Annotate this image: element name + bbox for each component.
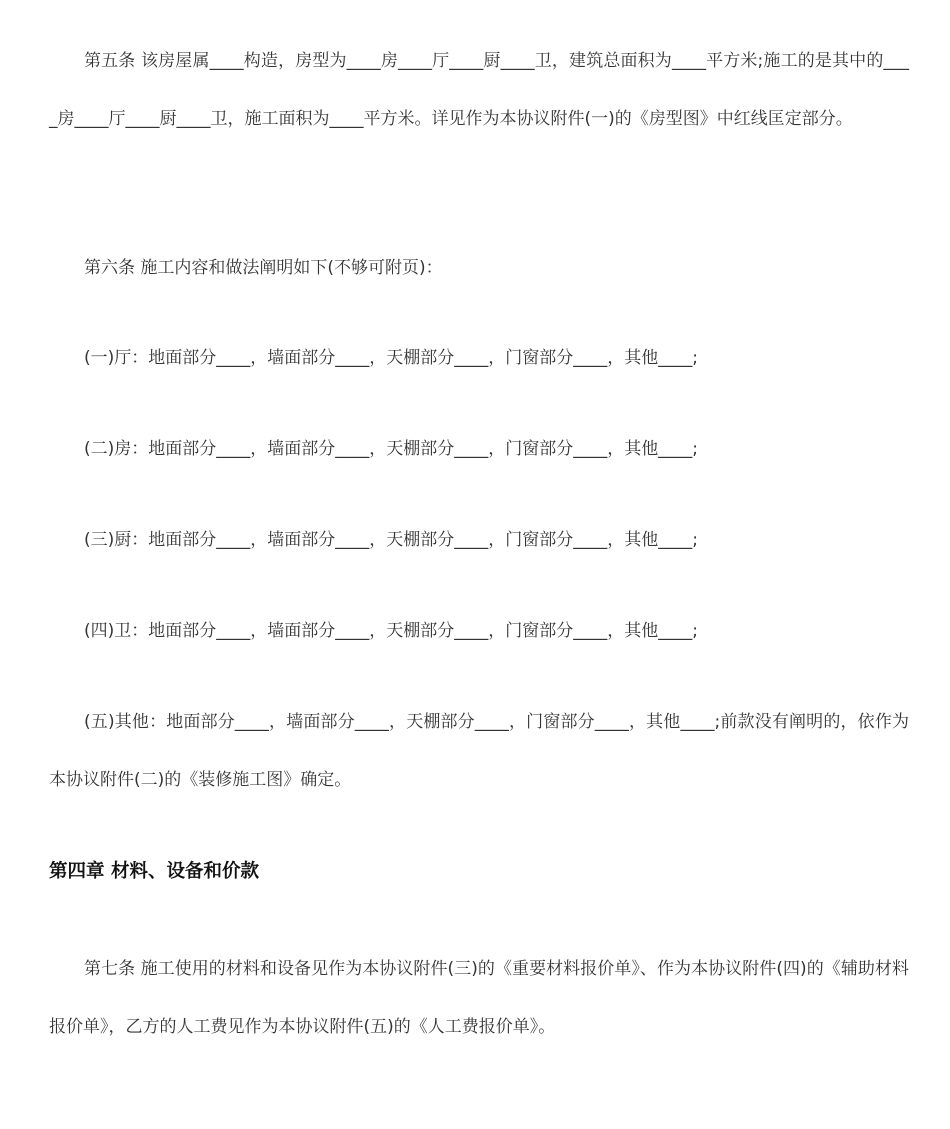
article-5-paragraph: 第五条 该房屋属____构造，房型为____房____厅____厨____卫，建筑总面积为____平方米;施工的是其中的____房____厅____厨____卫，施工面积为____平方米。详见作为本协议附件(一)的《房型图》中红线匡定部分。 (49, 51, 909, 129)
chapter-4-heading: 第四章 材料、设备和价款 (49, 861, 259, 882)
article-6-paragraph: 第六条 施工内容和做法阐明如下(不够可附页)： (84, 258, 443, 278)
item-1-hall-paragraph: (一)厅：地面部分____，墙面部分____，天棚部分____，门窗部分____，其他____; (84, 348, 698, 368)
item-4-bathroom-paragraph: (四)卫：地面部分____，墙面部分____，天棚部分____，门窗部分____，其他____; (84, 621, 698, 641)
item-5-other-paragraph: (五)其他：地面部分____，墙面部分____，天棚部分____，门窗部分____，其他____;前款没有阐明的，依作为本协议附件(二)的《装修施工图》确定。 (49, 712, 909, 790)
item-3-kitchen-paragraph: (三)厨：地面部分____，墙面部分____，天棚部分____，门窗部分____，其他____; (84, 530, 698, 550)
item-2-room-paragraph: (二)房：地面部分____，墙面部分____，天棚部分____，门窗部分____，其他____; (84, 439, 698, 459)
article-7-paragraph: 第七条 施工使用的材料和设备见作为本协议附件(三)的《重要材料报价单》、作为本协议附件(四)的《辅助材料报价单》，乙方的人工费见作为本协议附件(五)的《人工费报价单》。 (49, 959, 909, 1037)
